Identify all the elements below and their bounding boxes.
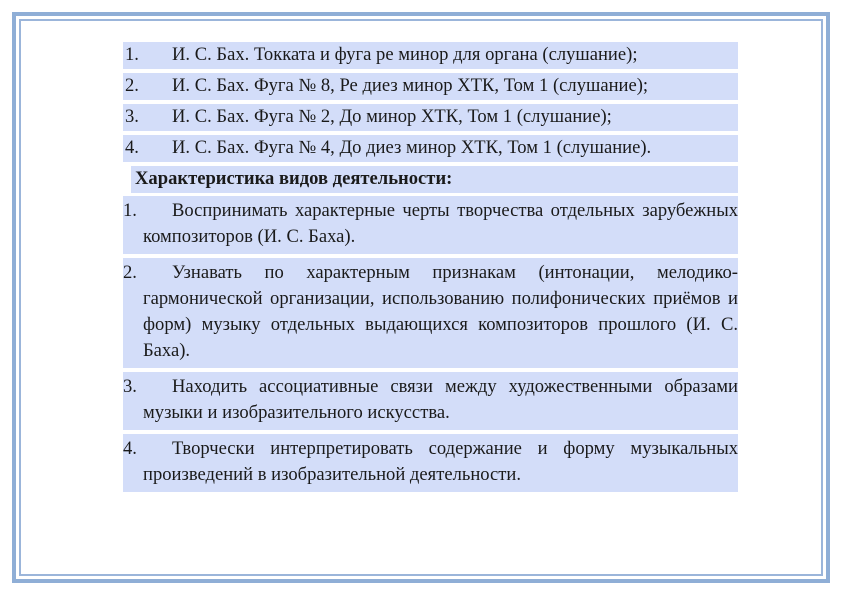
list-number: 4. (123, 438, 137, 459)
work-item (123, 73, 738, 100)
work-title: И. С. Бах. Токката и фуга ре минор для органа (слушание); (172, 44, 638, 65)
work-item (123, 42, 738, 69)
heading-indent-gap (123, 166, 131, 193)
activity-text: Воспринимать характерные черты творчества отдельных зарубежных композиторов (И. С. Баха). (143, 200, 738, 247)
list-number: 2. (123, 262, 137, 283)
work-title: И. С. Бах. Фуга № 2, До минор ХТК, Том 1 (слушание); (172, 106, 612, 127)
work-title: И. С. Бах. Фуга № 4, До диез минор ХТК, Том 1 (слушание). (172, 137, 652, 158)
work-item (123, 135, 738, 162)
list-number: 2. (125, 75, 139, 96)
activity-item (123, 196, 738, 254)
activity-item (123, 372, 738, 430)
slide-content (123, 42, 738, 496)
list-number: 3. (125, 106, 139, 127)
section-heading-row (123, 166, 738, 193)
list-number: 1. (125, 44, 139, 65)
work-title: И. С. Бах. Фуга № 8, Ре диез минор ХТК, Том 1 (слушание); (172, 75, 649, 96)
list-number: 4. (125, 137, 139, 158)
work-item (123, 104, 738, 131)
list-number: 3. (123, 376, 137, 397)
activity-text: Творчески интерпретировать содержание и форму музыкальных произведений в изобразительной деятельности. (143, 438, 738, 485)
section-heading: Характеристика видов деятельности: (135, 168, 453, 189)
list-number: 1. (123, 200, 137, 221)
activity-text: Узнавать по характерным признакам (интонации, мелодико-гармонической организации, использованию полифонических приёмов и форм) музыку отдельных выдающихся композиторов прошлого (И. С. Баха). (143, 262, 738, 361)
activity-text: Находить ассоциативные связи между художественными образами музыки и изобразительного искусства. (143, 376, 738, 423)
activity-item (123, 258, 738, 368)
activity-item (123, 434, 738, 492)
